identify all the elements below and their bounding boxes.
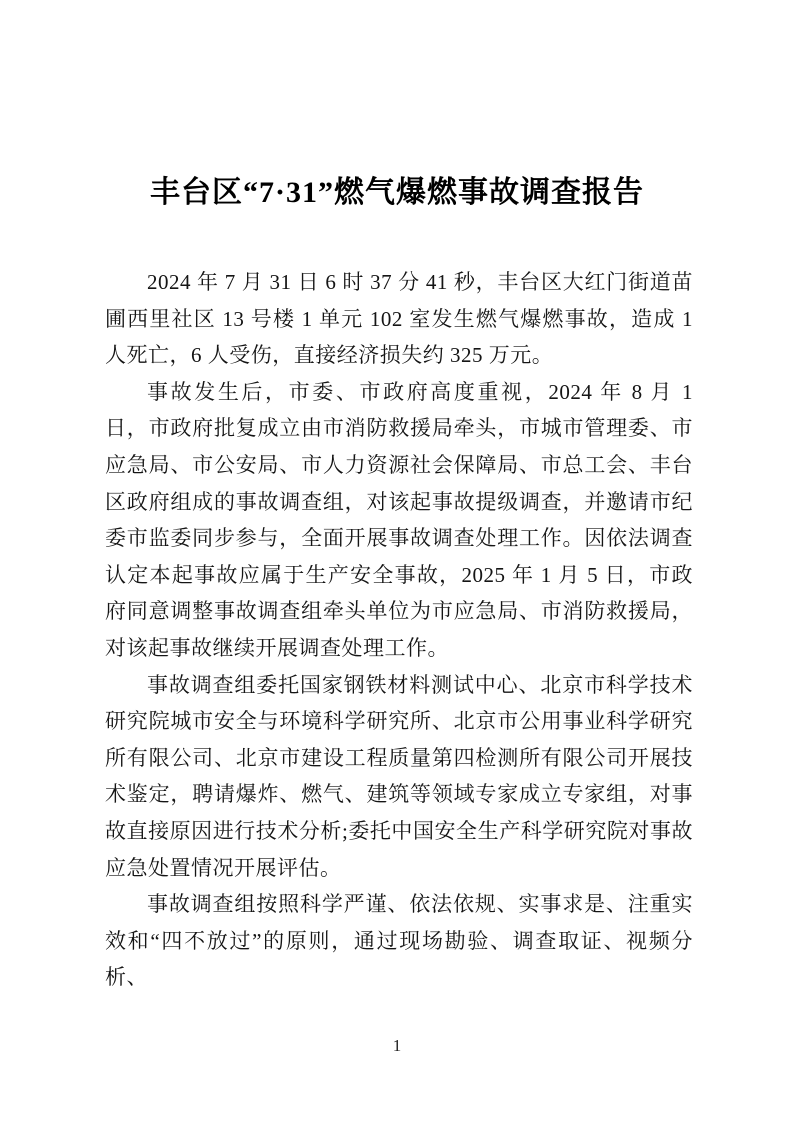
- paragraph-investigation-team: 事故发生后，市委、市政府高度重视，2024 年 8 月 1 日，市政府批复成立由市消防救援局牵头，市城市管理委、市应急局、市公安局、市人力资源社会保障局、市总工会、丰台区政府组成的事故调查组，对该起事故提级调查，并邀请市纪委市监委同步参与，全面开展事故调查处理工作。因依法调查认定本起事故应属于生产安全事故，2025 年 1 月 5 日，市政府同意调整事故调查组牵头单位为市应急局、市消防救援局，对该起事故继续开展调查处理工作。: [105, 379, 693, 660]
- paragraph-accident-summary: 2024 年 7 月 31 日 6 时 37 分 41 秒，丰台区大红门街道苗圃西里社区 13 号楼 1 单元 102 室发生燃气爆燃事故，造成 1 人死亡，6 人受伤，直接经济损失约 325 万元。: [105, 270, 693, 368]
- document-body: [105, 264, 693, 996]
- page-number: 1: [392, 1036, 402, 1055]
- document-title: 丰台区“7·31”燃气爆燃事故调查报告: [149, 176, 644, 209]
- paragraph-investigation-principles: 事故调查组按照科学严谨、依法依规、实事求是、注重实效和“四不放过”的原则，通过现场勘验、调查取证、视频分析、: [105, 892, 693, 990]
- paragraph-technical-appraisal: 事故调查组委托国家钢铁材料测试中心、北京市科学技术研究院城市安全与环境科学研究所、北京市公用事业科学研究所有限公司、北京市建设工程质量第四检测所有限公司开展技术鉴定，聘请爆炸、燃气、建筑等领域专家成立专家组，对事故直接原因进行技术分析;委托中国安全生产科学研究院对事故应急处置情况开展评估。: [105, 672, 693, 880]
